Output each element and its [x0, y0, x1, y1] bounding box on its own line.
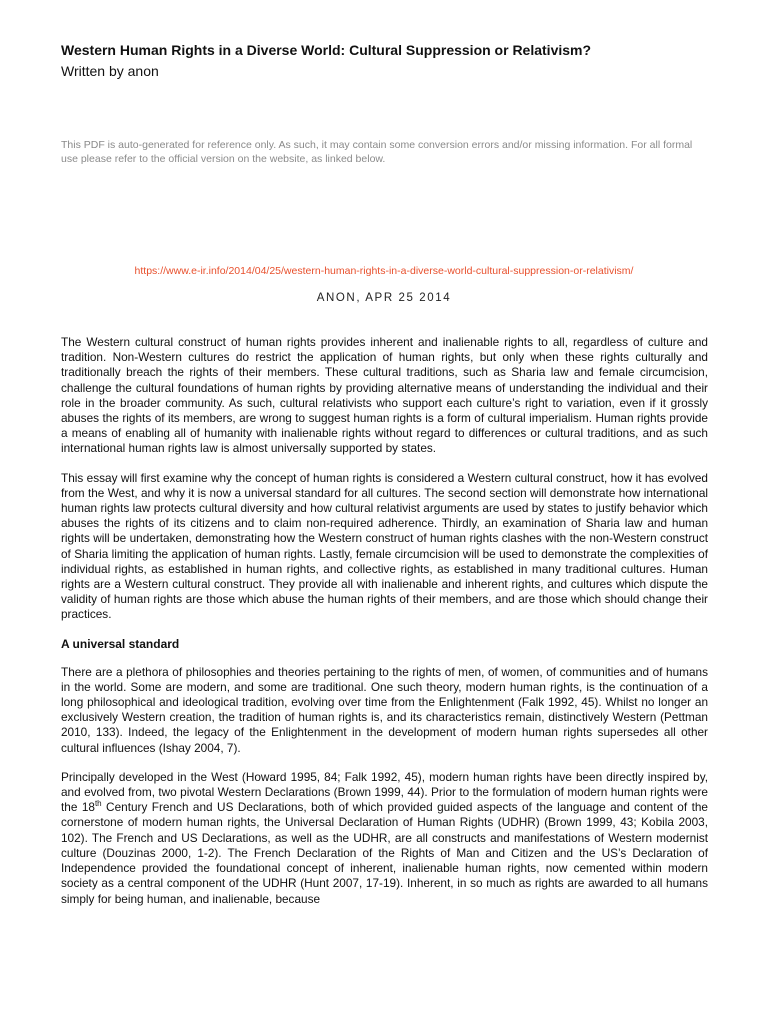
disclaimer-note: This PDF is auto-generated for reference only. As such, it may contain some conversion errors and/or missing information. For all formal use please refer to the official version on the website, as linked below. [61, 139, 693, 165]
ordinal-superscript: th [94, 799, 102, 809]
source-url-link[interactable]: https://www.e-ir.info/2014/04/25/western-human-rights-in-a-diverse-world-cultural-suppression-or-relativism/ [134, 265, 634, 277]
paragraph-essay-outline: This essay will first examine why the concept of human rights is considered a Western cultural construct, how it has evolved from the West, and why it is now a universal standard for all cultures. The second section will demonstrate how international human rights law protects cultural diversity and how cultural relativist arguments are used by states to justify behavior which abuses the rights of its citizens and to claim non-required adherence. Thirdly, an examination of Sharia law and human rights will be undertaken, demonstrating how the Western construct of human rights clashes with the non-Western construct of Sharia limiting the application of human rights. Lastly, female circumcision will be used to demonstrate the complexities of individual rights, as established in human rights, and collective rights, as established in many traditional cultures. Human rights are a Western cultural construct. They provide all with inalienable and inherent rights, and cultures which dispute the validity of human rights are those which abuse the human rights of their members, and are those which should change their practices. [61, 470, 708, 622]
paragraph-philosophies: There are a plethora of philosophies and theories pertaining to the rights of men, of women, of communities and of humans in the world. Some are modern, and some are traditional. One such theory, modern human rights, is the continuation of a long philosophical and ideological tradition, evolving over time from the Enlightenment (Falk 1992, 45). Whilst no longer an exclusively Western creation, the tradition of human rights is, and its characteristics remain, distinctively Western (Pettman 2010, 133). Indeed, the legacy of the Enlightenment in the development of modern human rights supersedes all other cultural influences (Ishay 2004, 7). [61, 664, 708, 755]
document-title: Western Human Rights in a Diverse World: Cultural Suppression or Relativism? [61, 42, 592, 58]
section-heading-universal-standard: A universal standard [61, 636, 180, 651]
author-date-line: ANON, APR 25 2014 [316, 292, 452, 304]
paragraph-text-part1: Principally developed in the West (Howard 1995, 84; Falk 1992, 45), modern human rights have been directly inspired by, and evolved from, two pivotal Western Declarations (Brown 1999, 44). Prior to the formulation of modern human rights were the 18 [61, 769, 708, 815]
paragraph-western-declarations [61, 770, 708, 907]
article-body [61, 335, 708, 921]
paragraph-text-part2: Century French and US Declarations, both of which provided guided aspects of the language and content of the cornerstone of modern human rights, the Universal Declaration of Human Rights (UDHR) (Brown 1999, 43; Kobila 2003, 102). The French and US Declarations, as well as the UDHR, are all constructs and manifestations of Western modernist culture (Douzinas 2000, 1-2). The French Declaration of the Rights of Man and Citizen and the US’s Declaration of Independence provided the foundational concept of inherent, inalienable human rights, now cemented within modern society as a central component of the UDHR (Hunt 2007, 17-19). Inherent, in so much as rights are awarded to all humans simply for being human, and inalienable, because [61, 800, 708, 906]
byline: Written by anon [61, 63, 159, 79]
paragraph-intro: The Western cultural construct of human rights provides inherent and inalienable rights to all, regardless of culture and tradition. Non-Western cultures do restrict the application of human rights, but only when these rights culturally and traditionally breach the rights of their members. These cultural traditions, such as Sharia law and female circumcision, challenge the cultural foundations of human rights by providing alternative means of understanding the individual and their role in the broader community. As such, cultural relativists who support each culture’s right to variation, even if it grossly abuses the rights of its members, are wrong to suggest human rights is a form of cultural imperialism. Human rights provide a means of enabling all of humanity with inalienable rights without regard to differences or cultural traditions, and as such international human rights law is almost universally supported by states. [61, 335, 708, 456]
